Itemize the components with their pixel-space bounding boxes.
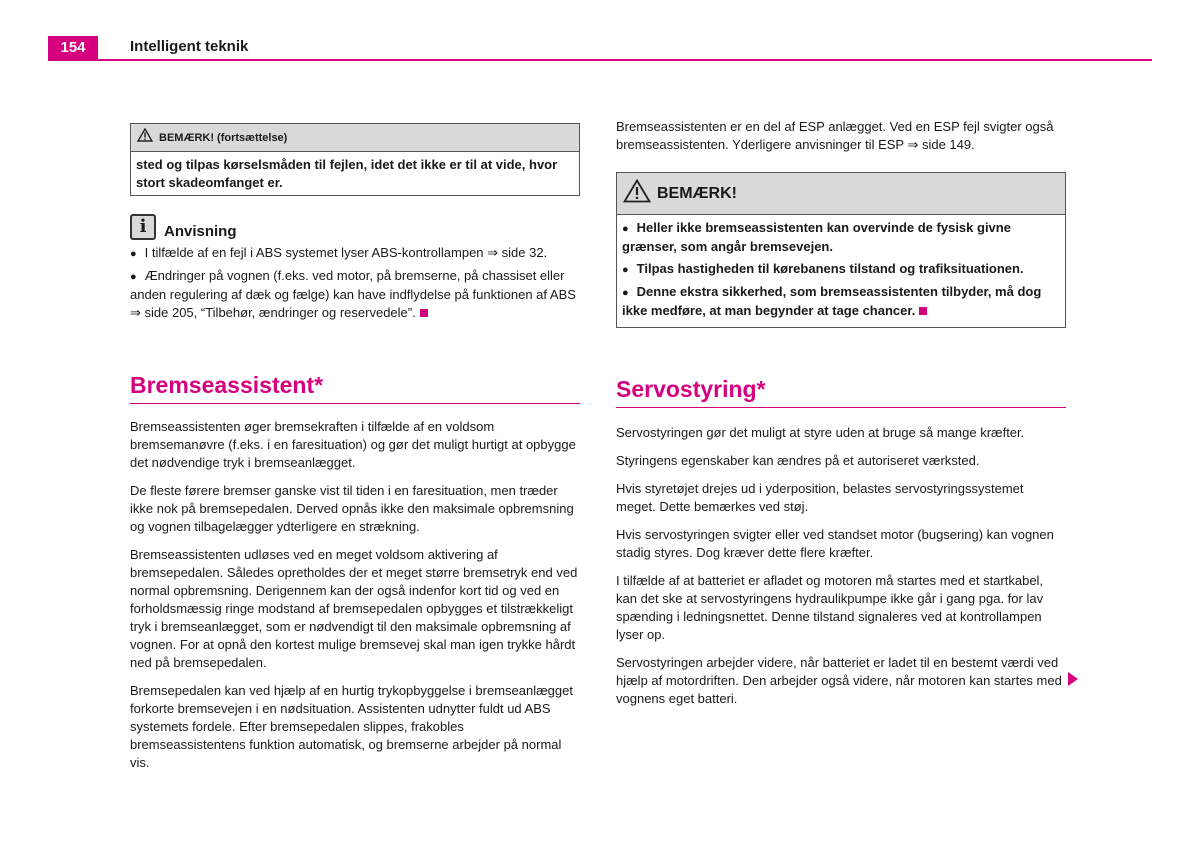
section-title-bremseassistent: Bremseassistent* — [130, 372, 580, 404]
paragraph: Bremseassistenten udløses ved en meget voldsom aktivering af bremsepedalen. Således opretholdes der et meget større bremsetryk end ved normal opbremsning. Derigennem kan der også indenfor kort tid og ved en forholdsmæssig ringe modstand af bremsepedalen opbygges et tilstrækkeligt tryk i bremseanlægget, som er nødvendigt til den maksimale opbremsning af vognen. For at opnå den kortest mulige bremsevej skal man igen trykke hårdt ned på bremsepedalen. — [130, 547, 578, 670]
note-title: Anvisning — [164, 223, 237, 240]
note-header — [130, 214, 580, 240]
paragraph: Bremsepedalen kan ved hjælp af en hurtig trykopbyggelse i bremseanlægget forkorte bremsevejen i en nødsituation. Assistenten udnytter fuldt ud ABS systemets fordele. Efter bremsepedalen slippes, frakobles bremseassistentens funktion automatisk, og bremserne arbejder på normal vis. — [130, 683, 573, 770]
paragraph: Servostyringen arbejder videre, når batteriet er ladet til en bestemt værdi ved hjælp af motordriften. Den arbejder også videre, når motoren kan startes med vognens eget batteri. — [616, 655, 1062, 706]
chapter-title: Intelligent teknik — [130, 38, 249, 55]
section-title-servostyring: Servostyring* — [616, 376, 1066, 408]
right-column — [616, 118, 1066, 718]
warning-bullet-text: Heller ikke bremseassistenten kan overvinde de fysisk givne grænser, som angår bremsevejen. — [622, 220, 1011, 254]
warning-body — [617, 215, 1065, 327]
note-bullet: ● Ændringer på vognen (f.eks. ved motor, på bremserne, på chassiset eller anden regulering af dæk og fælge) kan have indflydelse på funktionen af ABS ⇒ side 205, “Tilbehør, ændringer og reservedele”. — [130, 268, 576, 320]
warning-box — [616, 172, 1066, 328]
warning-title: BEMÆRK! — [657, 184, 737, 202]
paragraph: Hvis servostyringen svigter eller ved standset motor (bugsering) kan vognen stadig styres. Dog kræver dette flere kræfter. — [616, 527, 1054, 560]
paragraph: I tilfælde af at batteriet er afladet og motoren må startes med et startkabel, kan det ske at servostyringens hydraulikpumpe ikke går i gang pga. for lav spænding i ledningsnettet. Denne tilstand signaleres ved at kontrollampen lyser op. — [616, 573, 1044, 642]
left-column — [130, 123, 580, 782]
warning-header — [617, 173, 1065, 215]
warning-bullet: ● Denne ekstra sikkerhed, som bremseassistenten tilbyder, må dog ikke medføre, at man begynder at tage chancer. — [622, 284, 1042, 318]
continue-arrow-icon — [1068, 672, 1078, 686]
note-bullet: ● I tilfælde af en fejl i ABS systemet lyser ABS-kontrollampen ⇒ side 32. — [130, 245, 548, 260]
warning-bullet: ● Tilpas hastigheden til kørebanens tilstand og trafiksituationen. — [622, 261, 1024, 276]
warning-continued-text: sted og tilpas kørselsmåden til fejlen, idet det ikke er til at vide, hvor stort skadeomfanget er. — [136, 157, 558, 190]
warning-triangle-icon — [623, 179, 651, 208]
intro-paragraph: Bremseassistenten er en del af ESP anlægget. Ved en ESP fejl svigter også bremseassistenten. Yderligere anvisninger til ESP ⇒ side 149. — [616, 119, 1054, 152]
paragraph: Styringens egenskaber kan ændres på et autoriseret værksted. — [616, 453, 980, 468]
warning-bullet: ● Heller ikke bremseassistenten kan overvinde de fysisk givne grænser, som angår bremsevejen. — [622, 220, 1011, 254]
paragraph: Servostyringen gør det muligt at styre uden at bruge så mange kræfter. — [616, 425, 1025, 440]
paragraph: De fleste førere bremser ganske vist til tiden i en faresituation, men træder ikke nok på bremsepedalen. Derved opnås ikke den maksimale opbremsning og vognen tilbagelægger ydterligere en strækning. — [130, 483, 574, 534]
warning-continued-title: BEMÆRK! (fortsættelse) — [159, 131, 288, 144]
header-divider — [48, 59, 1152, 61]
paragraph: Bremseassistenten øger bremsekraften i tilfælde af en voldsom bremsemanøvre (f.eks. i en faresituation) og gør det muligt hurtigt at opbygge det nødvendige tryk i bremseanlægget. — [130, 419, 576, 470]
warning-bullet-text: Tilpas hastigheden til kørebanens tilstand og trafiksituationen. — [636, 261, 1024, 276]
note-bullet-text: Ændringer på vognen (f.eks. ved motor, på bremserne, på chassiset eller anden regulering af dæk og fælge) kan have indflydelse på funktionen af ABS ⇒ side 205, “Tilbehør, ændringer og reservedele”. — [130, 268, 576, 320]
note-bullet-text: I tilfælde af en fejl i ABS systemet lyser ABS-kontrollampen ⇒ side 32. — [144, 245, 548, 260]
info-icon: i — [130, 214, 156, 240]
section-end-square-icon — [420, 309, 428, 317]
page-number: 154 — [48, 36, 98, 60]
warning-continued-header — [131, 124, 579, 152]
warning-triangle-icon — [137, 128, 153, 147]
paragraph: Hvis styretøjet drejes ud i yderposition, belastes servostyringssystemet meget. Dette bemærkes ved støj. — [616, 481, 1024, 514]
section-end-square-icon — [919, 307, 927, 315]
warning-continued-box — [130, 123, 580, 196]
warning-bullet-text: Denne ekstra sikkerhed, som bremseassistenten tilbyder, må dog ikke medføre, at man begynder at tage chancer. — [622, 284, 1042, 318]
